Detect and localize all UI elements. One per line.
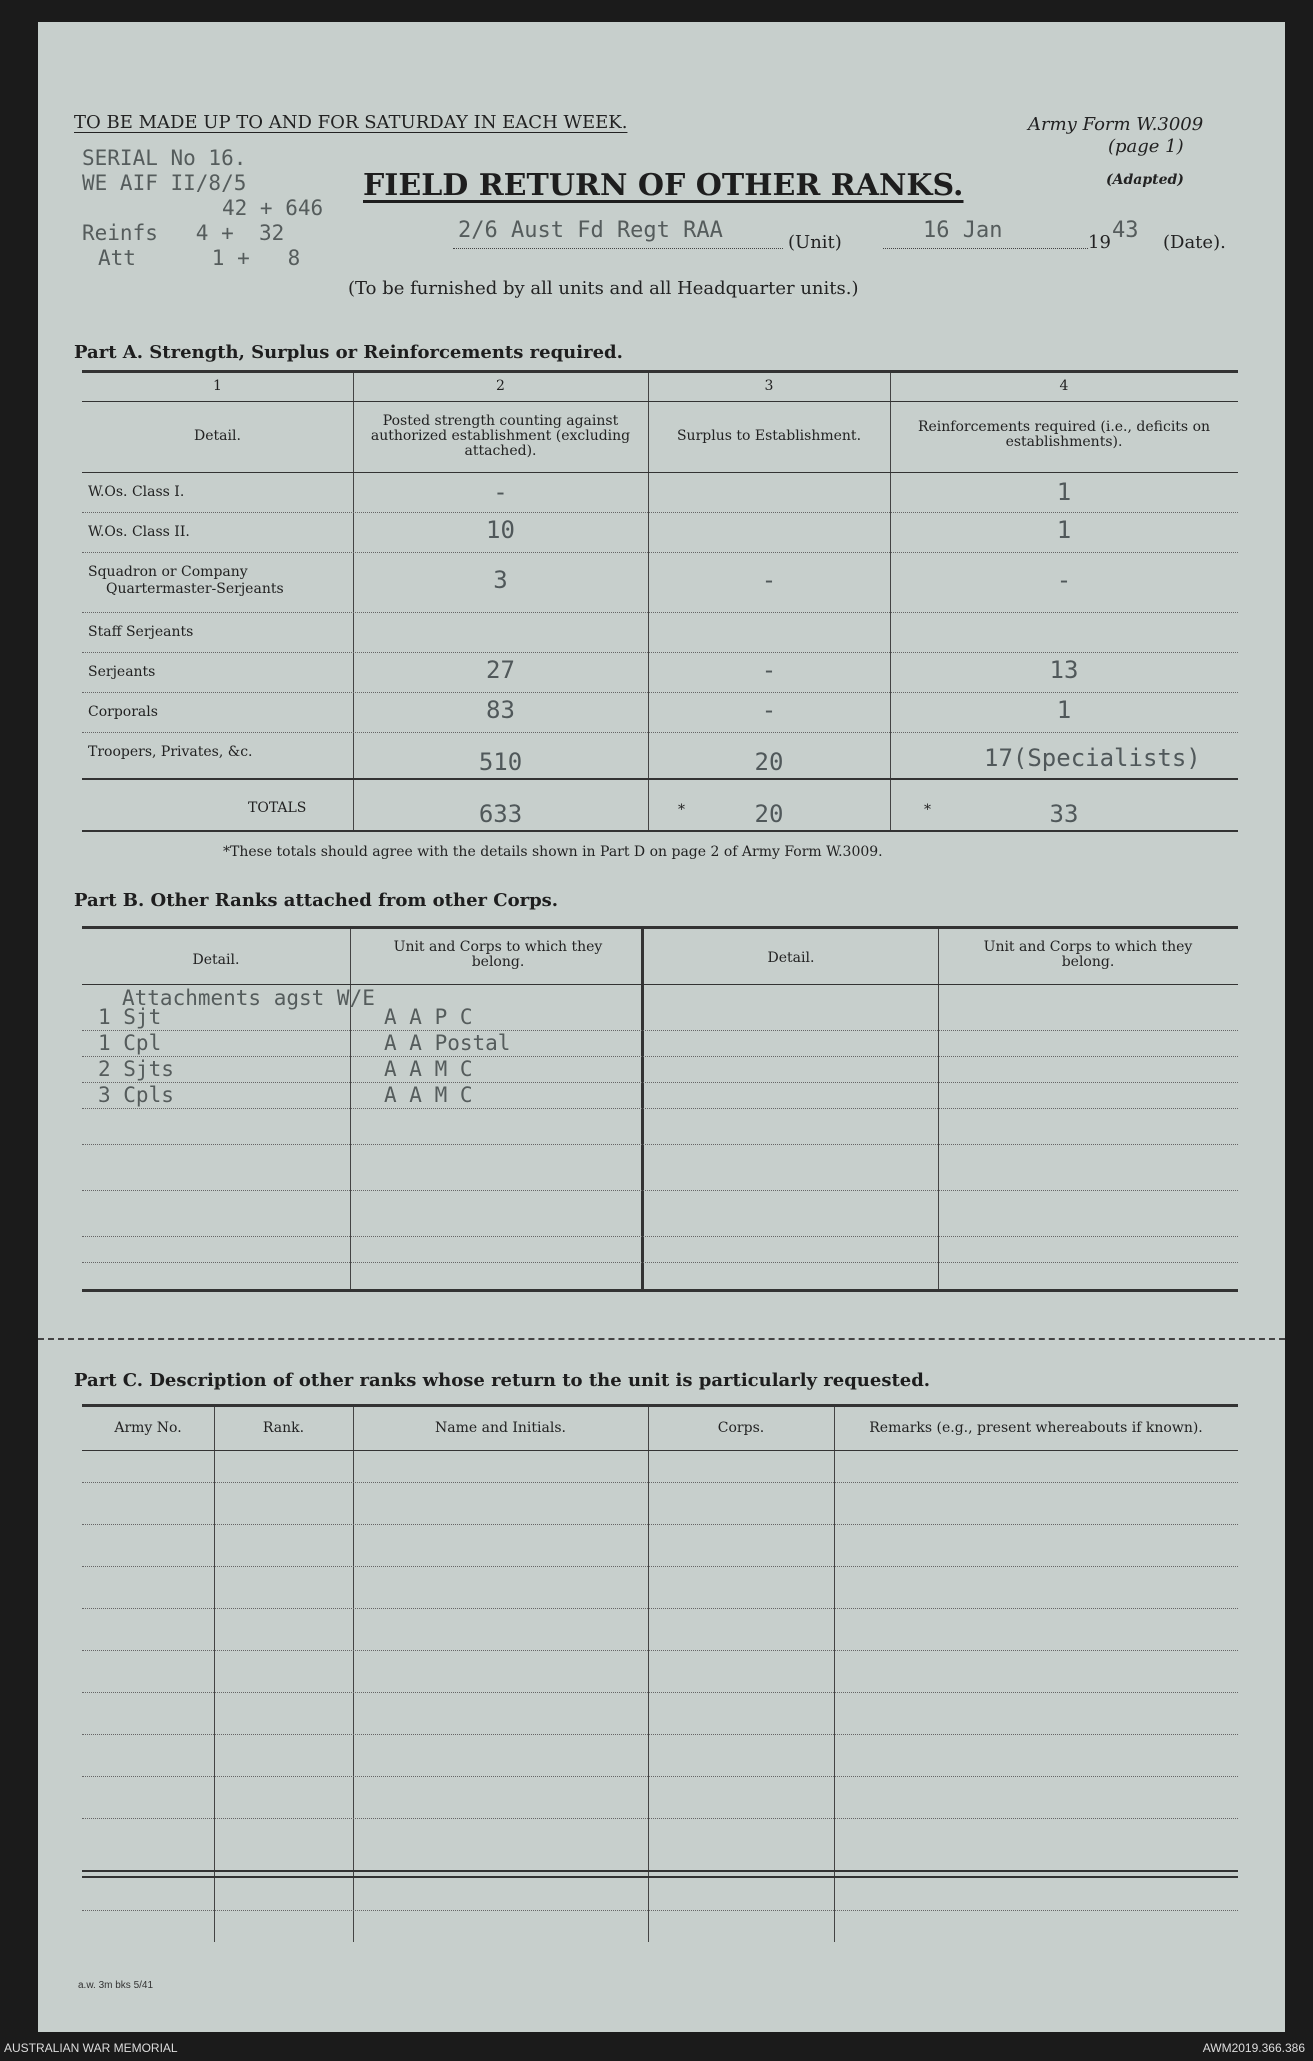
row-detail: Staff Serjeants xyxy=(88,624,194,640)
row-rule xyxy=(82,1776,1238,1777)
attachments-note: Attachments agst W/E xyxy=(122,986,375,1010)
row-rule xyxy=(82,652,1238,653)
rule xyxy=(82,1876,1238,1878)
row-rule xyxy=(82,1108,1238,1109)
part-b-center-divider xyxy=(641,929,644,1289)
part-c-col-header: Army No. xyxy=(114,1420,182,1436)
row-rule xyxy=(82,1262,1238,1263)
unit-underline xyxy=(453,248,783,249)
part-b-heading: Part B. Other Ranks attached from other Corps. xyxy=(74,890,559,911)
part-c-col-header: Corps. xyxy=(717,1420,765,1436)
perforation-line xyxy=(38,1338,1285,1340)
page-label: (page 1) xyxy=(1108,136,1184,157)
year-prefix: 19 xyxy=(1088,232,1111,253)
attached-unit: A A Postal xyxy=(384,1031,511,1055)
col-header-posted: Posted strength counting against authorized establishment (excluding attached). xyxy=(370,413,631,459)
row-surplus: - xyxy=(761,656,777,684)
row-rule xyxy=(82,1608,1238,1609)
attached-detail: 1 Cpl xyxy=(98,1031,162,1055)
date-underline xyxy=(883,248,1088,249)
adapted-label: (Adapted) xyxy=(1106,172,1184,188)
row-detail: Troopers, Privates, &c. xyxy=(88,744,253,760)
part-a-heading: Part A. Strength, Surplus or Reinforcements required. xyxy=(74,342,623,363)
row-reinf: 1 xyxy=(1056,478,1072,506)
row-rule xyxy=(82,1650,1238,1651)
row-posted: 83 xyxy=(486,696,515,724)
row-surplus: 20 xyxy=(754,748,784,776)
instruction-text: TO BE MADE UP TO AND FOR SATURDAY IN EACH WEEK. xyxy=(74,112,628,133)
serial-line: Reinfs 4 + 32 xyxy=(82,221,285,245)
row-rule xyxy=(82,1910,1238,1911)
asterisk: * xyxy=(924,802,931,818)
rule xyxy=(82,1870,1238,1872)
row-posted: - xyxy=(493,478,508,506)
row-surplus: - xyxy=(761,696,777,724)
row-reinf: 1 xyxy=(1056,696,1072,724)
col-number: 2 xyxy=(496,378,505,394)
col-header-reinf: Reinforcements required (i.e., deficits on establishments). xyxy=(917,419,1211,450)
row-posted: 510 xyxy=(478,748,523,776)
part-c-col-divider xyxy=(353,1407,354,1942)
rule xyxy=(82,1450,1238,1451)
part-b-col-divider xyxy=(938,929,939,1289)
total-posted: 633 xyxy=(478,800,523,828)
row-rule xyxy=(82,612,1238,613)
row-rule xyxy=(82,552,1238,553)
part-b-top-rule xyxy=(82,926,1238,929)
form-title: FIELD RETURN OF OTHER RANKS. xyxy=(363,168,964,203)
col-header-surplus: Surplus to Establishment. xyxy=(676,428,862,444)
rule xyxy=(82,401,1238,402)
part-b-col-header: Unit and Corps to which they belong. xyxy=(983,939,1193,970)
rule xyxy=(82,984,1238,985)
row-rule xyxy=(82,1082,1238,1083)
serial-line: SERIAL No 16. xyxy=(82,146,247,170)
attached-detail: 1 Sjt xyxy=(98,1005,162,1029)
serial-line: WE AIF II/8/5 xyxy=(82,171,247,195)
asterisk: * xyxy=(678,802,685,818)
total-reinf: 33 xyxy=(1049,800,1079,828)
part-b-col-header: Detail. xyxy=(767,950,815,966)
part-b-bottom-rule xyxy=(82,1289,1238,1292)
row-posted: 10 xyxy=(486,516,515,544)
row-detail: Squadron or Company xyxy=(88,564,248,580)
attached-detail: 2 Sjts xyxy=(98,1057,174,1081)
row-rule xyxy=(82,1030,1238,1031)
archive-credit: AUSTRALIAN WAR MEMORIAL xyxy=(4,2041,178,2055)
serial-line: 42 + 646 xyxy=(222,196,324,220)
row-posted: 27 xyxy=(486,656,515,684)
date-label: (Date). xyxy=(1163,232,1226,253)
rule xyxy=(82,472,1238,473)
row-detail: Corporals xyxy=(88,704,158,720)
row-rule xyxy=(82,1236,1238,1237)
rule xyxy=(82,778,1238,780)
row-rule xyxy=(82,1524,1238,1525)
attached-unit: A A M C xyxy=(384,1057,473,1081)
row-rule xyxy=(82,692,1238,693)
year-value: 43 xyxy=(1112,218,1139,243)
row-reinf: 13 xyxy=(1049,656,1079,684)
col-header-detail: Detail. xyxy=(194,428,241,444)
part-c-heading: Part C. Description of other ranks whose return to the unit is particularly requested. xyxy=(74,1370,931,1391)
row-detail: Serjeants xyxy=(88,664,156,680)
row-rule xyxy=(82,1056,1238,1057)
part-c-col-divider xyxy=(834,1407,835,1942)
attached-unit: A A M C xyxy=(384,1083,473,1107)
part-c-col-header: Name and Initials. xyxy=(435,1420,566,1436)
row-detail-line2: Quartermaster-Serjeants xyxy=(106,581,284,597)
date-value: 16 Jan xyxy=(923,218,1003,243)
form-sheet xyxy=(38,22,1285,2032)
part-c-col-header: Remarks (e.g., present whereabouts if known). xyxy=(869,1420,1203,1436)
col-number: 4 xyxy=(1059,378,1069,394)
part-a-footnote: *These totals should agree with the details shown in Part D on page 2 of Army Form W.3009. xyxy=(223,844,883,860)
row-surplus: - xyxy=(761,566,777,594)
serial-block xyxy=(82,146,323,271)
row-rule xyxy=(82,1818,1238,1819)
part-c-col-header: Rank. xyxy=(262,1420,305,1436)
army-form-label: Army Form W.3009 xyxy=(1028,114,1204,135)
row-rule xyxy=(82,732,1238,733)
row-rule xyxy=(82,1692,1238,1693)
row-reinf: 1 xyxy=(1056,516,1072,544)
furnished-note: (To be furnished by all units and all Headquarter units.) xyxy=(348,278,859,299)
part-b-col-header: Unit and Corps to which they belong. xyxy=(393,939,603,970)
rule xyxy=(82,830,1238,832)
unit-value: 2/6 Aust Fd Regt RAA xyxy=(458,218,723,243)
attached-detail: 3 Cpls xyxy=(98,1083,174,1107)
totals-label: TOTALS xyxy=(248,800,307,816)
row-reinf: - xyxy=(1056,566,1072,594)
col-number: 1 xyxy=(213,378,222,394)
serial-line: Att 1 + 8 xyxy=(98,246,301,270)
row-detail: W.Os. Class II. xyxy=(88,524,190,540)
row-detail: W.Os. Class I. xyxy=(88,484,185,500)
row-rule xyxy=(82,1566,1238,1567)
unit-label: (Unit) xyxy=(788,232,842,253)
part-b-col-header: Detail. xyxy=(192,952,240,968)
attached-unit: A A P C xyxy=(384,1005,473,1029)
part-c-col-divider xyxy=(648,1407,649,1942)
row-rule xyxy=(82,1190,1238,1191)
print-code: a.w. 3m bks 5/41 xyxy=(78,1980,154,1991)
col-number: 3 xyxy=(764,378,774,394)
part-b-col-divider xyxy=(350,929,351,1289)
row-posted: 3 xyxy=(493,566,508,594)
part-c-col-divider xyxy=(214,1407,215,1942)
total-surplus: 20 xyxy=(754,800,784,828)
row-rule xyxy=(82,1144,1238,1145)
row-rule xyxy=(82,512,1238,513)
archive-reference: AWM2019.366.386 xyxy=(1202,2041,1305,2055)
row-reinf: 17(Specialists) xyxy=(984,744,1201,772)
row-rule xyxy=(82,1734,1238,1735)
part-a-top-rule xyxy=(82,370,1238,373)
part-c-top-rule xyxy=(82,1404,1238,1407)
row-rule xyxy=(82,1482,1238,1483)
